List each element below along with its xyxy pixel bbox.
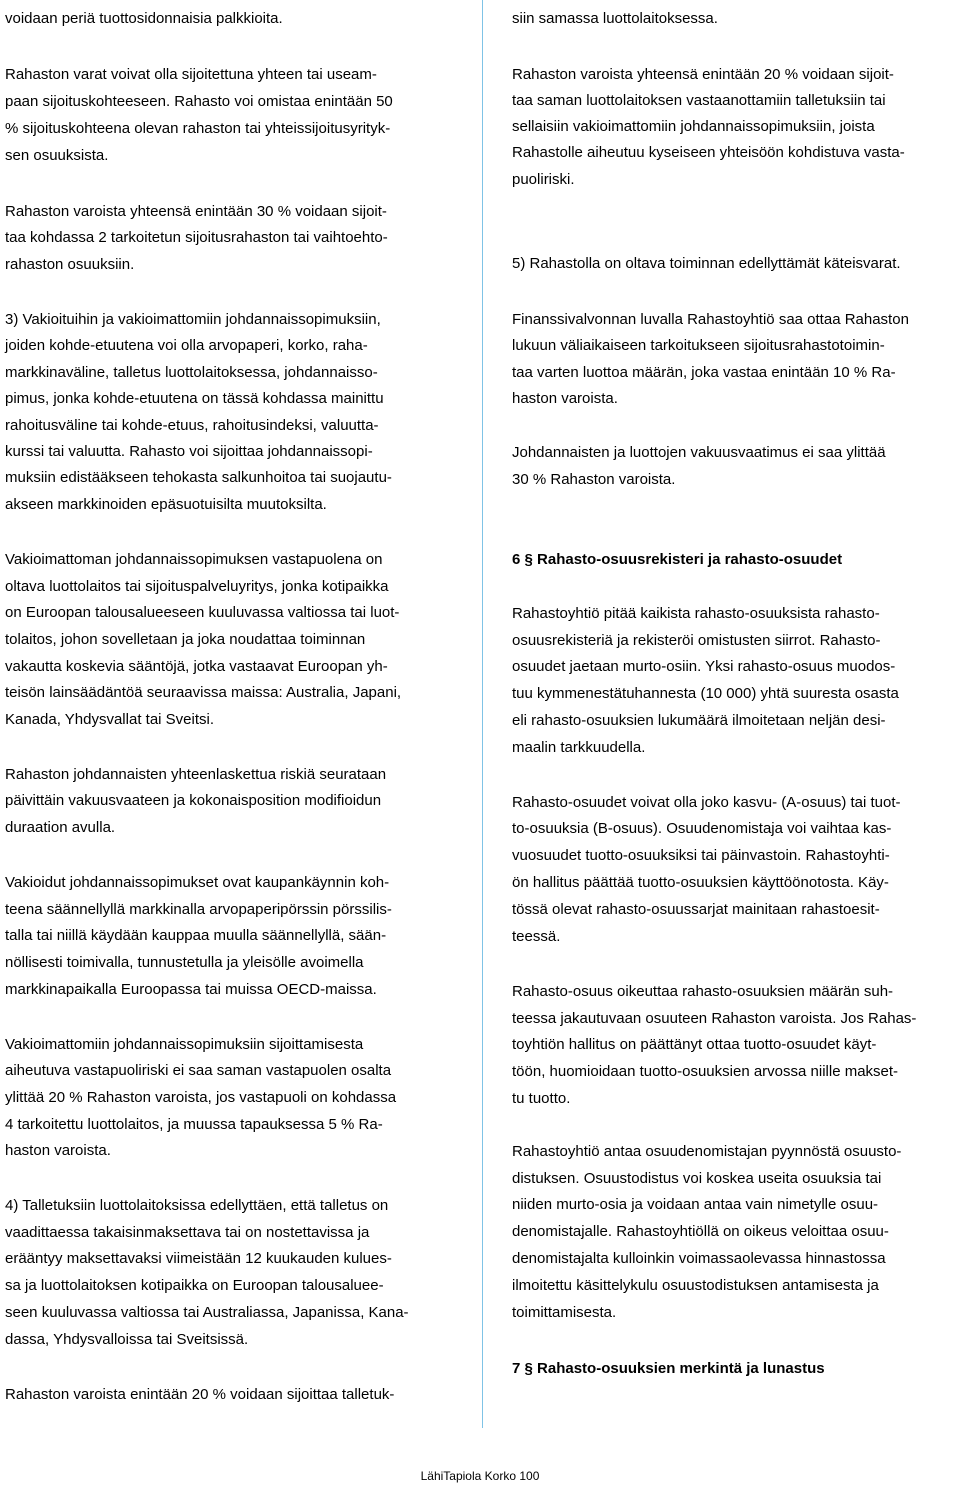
text-line: Kanada, Yhdysvallat tai Sveitsi.	[5, 711, 215, 728]
text-line: 30 % Rahaston varoista.	[512, 471, 676, 488]
text-line: Finanssivalvonnan luvalla Rahastoyhtiö saa ottaa Rahaston	[512, 311, 909, 328]
text-line: Rahastoyhtiö antaa osuudenomistajan pyynnöstä osuusto-	[512, 1143, 902, 1160]
text-line: toimittamisesta.	[512, 1304, 617, 1321]
text-line: päivittäin vakuusvaateen ja kokonaisposition modifioidun	[5, 792, 382, 809]
text-line: to-osuuksia (B-osuus). Osuudenomistaja voi vaihtaa kas-	[512, 820, 892, 837]
text-line: kurssi tai valuutta. Rahasto voi sijoittaa johdannaissopi-	[5, 443, 373, 460]
text-line: denomistajalta kulloinkin voimassaolevassa hinnastossa	[512, 1250, 886, 1267]
text-line: sen osuuksista.	[5, 147, 109, 164]
page-footer: LähiTapiola Korko 100	[420, 1469, 540, 1483]
text-line: rahaston osuuksiin.	[5, 256, 135, 273]
text-line: Johdannaisten ja luottojen vakuusvaatimus ei saa ylittää	[512, 444, 886, 461]
text-line: taa saman luottolaitoksen vastaanottamiin talletuksiin tai	[512, 92, 886, 109]
text-line: Rahastoyhtiö pitää kaikista rahasto-osuuksista rahasto-	[512, 605, 880, 622]
text-line: ön hallitus päättää tuotto-osuuksien käyttöönotosta. Käy-	[512, 874, 889, 891]
text-line: lukuun väliaikaiseen tarkoitukseen sijoitusrahastotoimin-	[512, 337, 885, 354]
text-line: ylittää 20 % Rahaston varoista, jos vastapuoli on kohdassa	[5, 1089, 397, 1106]
text-line: 4) Talletuksiin luottolaitoksissa edellyttäen, että talletus on	[5, 1197, 389, 1214]
text-line: on Euroopan talousalueeseen kuuluvassa valtiossa tai luot-	[5, 604, 400, 621]
text-line: ilmoitettu käsittelykulu osuustodistuksen antamisesta ja	[512, 1277, 879, 1294]
text-line: Vakioimattomiin johdannaissopimuksiin sijoittamisesta	[5, 1036, 364, 1053]
text-line: akseen markkinoiden epäsuotuisilta muutoksilta.	[5, 496, 327, 513]
section-heading: 7 § Rahasto-osuuksien merkintä ja lunastus	[512, 1360, 825, 1377]
text-line: Rahaston varoista yhteensä enintään 20 % voidaan sijoit-	[512, 66, 894, 83]
text-line: siin samassa luottolaitoksessa.	[512, 10, 718, 27]
text-line: markkinapaikalla Euroopassa tai muissa OECD-maissa.	[5, 981, 377, 998]
text-line: 4 tarkoitettu luottolaitos, ja muussa tapauksessa 5 % Ra-	[5, 1116, 383, 1133]
text-line: duraation avulla.	[5, 819, 116, 836]
text-line: Rahasto-osuus oikeuttaa rahasto-osuuksien määrän suh-	[512, 983, 894, 1000]
text-line: tolaitos, johon sovelletaan ja joka noudattaa toiminnan	[5, 631, 366, 648]
text-line: talla tai niillä käydään kauppaa muulla säännellyllä, sään-	[5, 927, 387, 944]
text-line: % sijoituskohteena olevan rahaston tai yhteissijoitusyrityk-	[5, 120, 391, 137]
text-line: taa kohdassa 2 tarkoitetun sijoitusrahaston tai vaihtoehto-	[5, 229, 388, 246]
text-line: Rahaston johdannaisten yhteenlaskettua riskiä seurataan	[5, 766, 387, 783]
text-line: paan sijoituskohteeseen. Rahasto voi omistaa enintään 50	[5, 93, 393, 110]
text-line: Rahastolle aiheutuu kyseiseen yhteisöön kohdistuva vasta-	[512, 144, 905, 161]
text-line: voidaan periä tuottosidonnaisia palkkioita.	[5, 10, 283, 27]
text-line: distuksen. Osuustodistus voi koskea useita osuuksia tai	[512, 1170, 882, 1187]
text-line: teisön lainsäädäntöä seuraavissa maissa: Australia, Japani,	[5, 684, 402, 701]
text-line: Rahaston varoista enintään 20 % voidaan sijoittaa talletuk-	[5, 1386, 395, 1403]
text-line: puoliriski.	[512, 171, 575, 188]
text-line: haston varoista.	[5, 1142, 111, 1159]
text-line: Rahaston varoista yhteensä enintään 30 % voidaan sijoit-	[5, 203, 387, 220]
text-line: nöllisesti toimivalla, tunnustetulla ja yleisölle avoimella	[5, 954, 364, 971]
text-line: haston varoista.	[512, 390, 618, 407]
text-line: niiden murto-osia ja voidaan antaa vain nimetylle osuu-	[512, 1196, 879, 1213]
text-line: Vakioimattoman johdannaissopimuksen vastapuolena on	[5, 551, 383, 568]
text-line: erääntyy maksettavaksi viimeistään 12 kuukauden kulues-	[5, 1250, 392, 1267]
text-line: tössä olevat rahasto-osuussarjat mainitaan rahastoesit-	[512, 901, 880, 918]
text-line: Rahasto-osuudet voivat olla joko kasvu- (A-osuus) tai tuot-	[512, 794, 901, 811]
text-line: toyhtiön hallitus on päättänyt ottaa tuotto-osuudet käyt-	[512, 1036, 877, 1053]
text-line: eli rahasto-osuuksien lukumäärä ilmoitetaan neljän desi-	[512, 712, 886, 729]
text-line: dassa, Yhdysvalloissa tai Sveitsissä.	[5, 1331, 249, 1348]
text-line: muksiin edistääkseen tehokasta salkunhoitoa tai suojautu-	[5, 469, 392, 486]
text-line: maalin tarkkuudella.	[512, 739, 646, 756]
text-line: osuudet jaetaan murto-osiin. Yksi rahasto-osuus muodos-	[512, 658, 896, 675]
text-line: tuu kymmenestätuhannesta (10 000) yhtä suuresta osasta	[512, 685, 899, 702]
text-line: teena säännellyllä markkinalla arvopaperipörssin pörssilis-	[5, 901, 392, 918]
text-line: Vakioidut johdannaissopimukset ovat kaupankäynnin koh-	[5, 874, 390, 891]
text-line: teessä.	[512, 928, 561, 945]
text-line: vuosuudet tuotto-osuuksiksi tai päinvastoin. Rahastoyhti-	[512, 847, 890, 864]
text-line: markkinaväline, talletus luottolaitoksessa, johdannaisso-	[5, 364, 378, 381]
text-line: tu tuotto.	[512, 1090, 571, 1107]
column-divider	[482, 0, 483, 1428]
text-line: pimus, jonka kohde-etuutena on tässä kohdassa mainittu	[5, 390, 384, 407]
text-line: aiheutuva vastapuoliriski ei saa saman vastapuolen osalta	[5, 1062, 392, 1079]
text-line: teessa jakautuvaan osuuteen Rahaston varoista. Jos Rahas-	[512, 1010, 917, 1027]
text-line: seen kuuluvassa valtiossa tai Australiassa, Japanissa, Kana-	[5, 1304, 409, 1321]
text-line: rahoitusväline tai kohde-etuus, rahoitusindeksi, valuutta-	[5, 417, 379, 434]
text-line: vakautta koskevia sääntöjä, jotka vastaavat Euroopan yh-	[5, 658, 388, 675]
text-line: Rahaston varat voivat olla sijoitettuna yhteen tai useam-	[5, 66, 377, 83]
text-line: sa ja luottolaitoksen kotipaikka on Euroopan talousaluee-	[5, 1277, 384, 1294]
text-line: 3) Vakioituihin ja vakioimattomiin johdannaissopimuksiin,	[5, 311, 381, 328]
text-line: 5) Rahastolla on oltava toiminnan edellyttämät käteisvarat.	[512, 255, 901, 272]
text-line: taa varten luottoa määrän, joka vastaa enintään 10 % Ra-	[512, 364, 896, 381]
text-line: osuusrekisteriä ja rekisteröi omistusten siirrot. Rahasto-	[512, 632, 881, 649]
text-line: sellaisiin vakioimattomiin johdannaissopimuksiin, joista	[512, 118, 875, 135]
text-line: joiden kohde-etuutena voi olla arvopaperi, korko, raha-	[5, 337, 368, 354]
text-line: töön, huomioidaan tuotto-osuuksien arvossa niille makset-	[512, 1063, 899, 1080]
text-line: denomistajalle. Rahastoyhtiöllä on oikeus veloittaa osuu-	[512, 1223, 889, 1240]
section-heading: 6 § Rahasto-osuusrekisteri ja rahasto-osuudet	[512, 551, 843, 568]
text-line: vaadittaessa takaisinmaksettava tai on nostettavissa ja	[5, 1224, 370, 1241]
text-line: oltava luottolaitos tai sijoituspalveluyritys, jonka kotipaikka	[5, 578, 389, 595]
